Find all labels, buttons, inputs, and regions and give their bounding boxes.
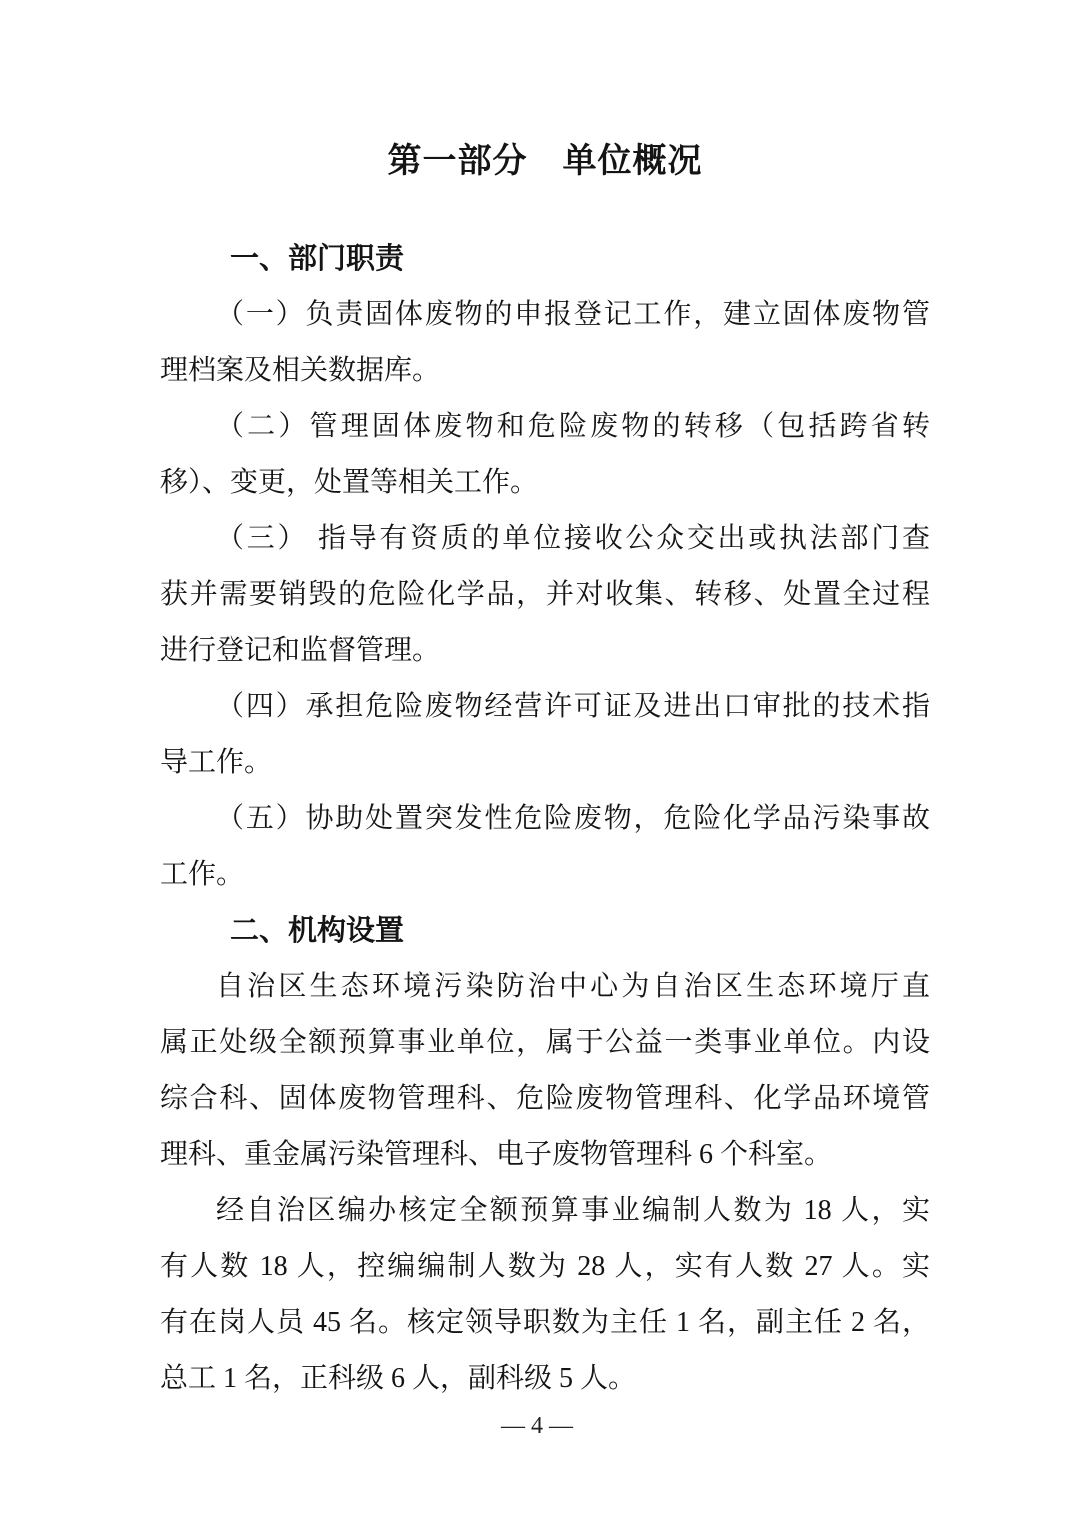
text-line: （一）负责固体废物的申报登记工作，建立固体废物管 <box>216 299 930 330</box>
text-line: 综合科、固体废物管理科、危险废物管理科、化学品环境管 <box>160 1083 930 1114</box>
text-line: 移）、变更，处置等相关工作。 <box>160 467 539 498</box>
text-line: 理档案及相关数据库。 <box>160 355 441 386</box>
text-line: 进行登记和监督管理。 <box>160 635 441 666</box>
document-content <box>160 0 930 1407</box>
text-line: 理科、重金属污染管理科、电子废物管理科 6 个科室。 <box>160 1139 833 1170</box>
text-line: 有人数 18 人，控编编制人数为 28 人，实有人数 27 人。实 <box>160 1251 930 1282</box>
document-body <box>160 231 930 1407</box>
text-line: 总工 1 名，正科级 6 人，副科级 5 人。 <box>160 1363 637 1394</box>
text-line: （二）管理固体废物和危险废物的转移（包括跨省转 <box>216 411 930 442</box>
text-line: 有在岗人员 45 名。核定领导职数为主任 1 名，副主任 2 名， <box>160 1307 930 1338</box>
section-heading-structure: 二、机构设置 <box>230 915 405 947</box>
text-line: （四）承担危险废物经营许可证及进出口审批的技术指 <box>216 691 930 722</box>
page-number: — 4 — <box>501 1413 573 1439</box>
text-line: （五）协助处置突发性危险废物，危险化学品污染事故 <box>216 803 930 834</box>
text-line: 导工作。 <box>160 747 273 778</box>
text-line: 属正处级全额预算事业单位，属于公益一类事业单位。内设 <box>160 1027 930 1058</box>
text-line: 获并需要销毁的危险化学品，并对收集、转移、处置全过程 <box>160 579 930 610</box>
text-line: 自治区生态环境污染防治中心为自治区生态环境厅直 <box>216 971 930 1002</box>
document-title: 第一部分 单位概况 <box>387 142 703 180</box>
text-line: 工作。 <box>160 859 245 890</box>
section-heading-duties: 一、部门职责 <box>230 243 405 275</box>
text-line: （三） 指导有资质的单位接收公众交出或执法部门查 <box>216 523 930 554</box>
text-line: 经自治区编办核定全额预算事业编制人数为 18 人，实 <box>216 1195 930 1226</box>
